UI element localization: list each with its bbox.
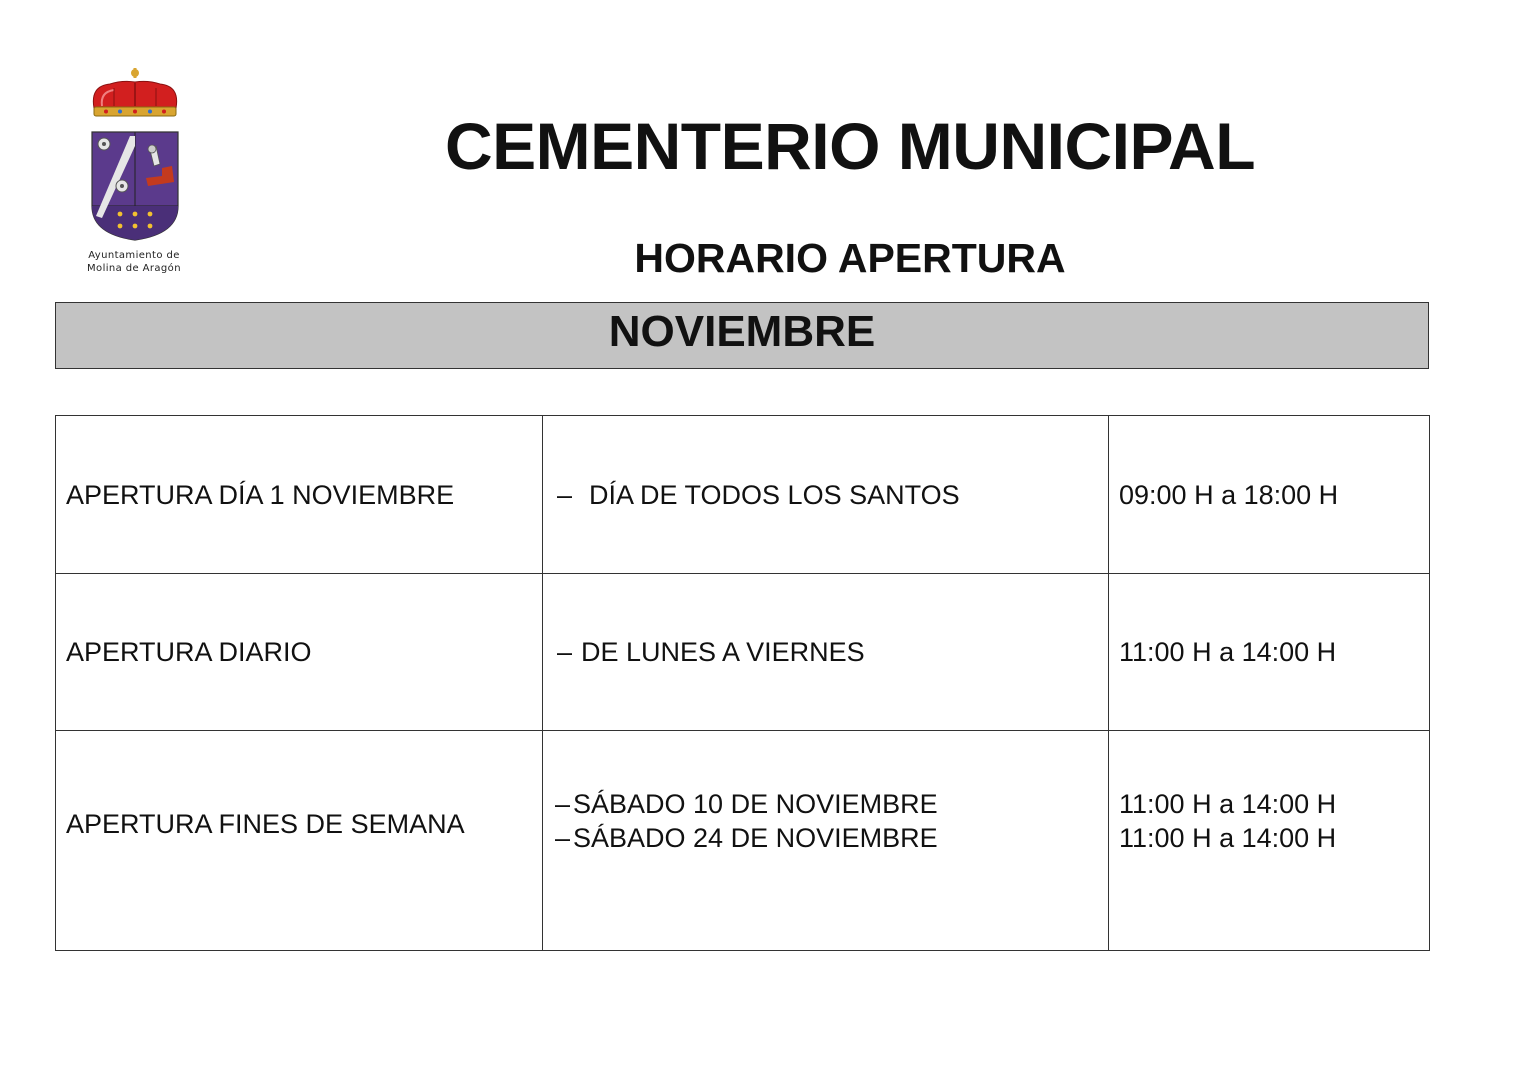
- month-banner: NOVIEMBRE: [55, 302, 1429, 369]
- page-title: CEMENTERIO MUNICIPAL: [444, 109, 1256, 183]
- detail-line: – DE LUNES A VIERNES: [557, 637, 865, 667]
- bullet-dash: –: [557, 637, 573, 667]
- coat-of-arms-icon: [80, 66, 190, 246]
- detail-line: – SÁBADO 24 DE NOVIEMBRE: [555, 822, 938, 853]
- schedule-detail: [543, 416, 1109, 574]
- schedule-label: APERTURA DIARIO: [56, 574, 543, 731]
- schedule-label: APERTURA FINES DE SEMANA: [56, 731, 543, 951]
- logo-caption-line1: Ayuntamiento de: [88, 250, 180, 261]
- detail-line: – SÁBADO 10 DE NOVIEMBRE: [555, 788, 938, 819]
- schedule-time: 11:00 H a 14:00 H 11:00 H a 14:00 H: [1109, 731, 1430, 951]
- schedule-time: 11:00 H a 14:00 H: [1109, 574, 1430, 731]
- bullet-dash: –: [555, 788, 571, 819]
- bullet-dash: –: [557, 479, 573, 510]
- logo-caption: [72, 249, 196, 275]
- schedule-detail: [543, 731, 1109, 951]
- table-row: [56, 574, 1430, 731]
- bullet-dash: –: [555, 822, 571, 853]
- schedule-table: [55, 415, 1430, 951]
- schedule-label: APERTURA DÍA 1 NOVIEMBRE: [56, 416, 543, 574]
- schedule-detail: [543, 574, 1109, 731]
- schedule-time: 09:00 H a 18:00 H: [1109, 416, 1430, 574]
- crown-icon: [93, 68, 176, 116]
- table-row: [56, 416, 1430, 574]
- shield-icon: [92, 132, 178, 240]
- logo-caption-line2: Molina de Aragón: [87, 263, 181, 274]
- table-row: [56, 731, 1430, 951]
- page-subtitle: HORARIO APERTURA: [634, 235, 1066, 281]
- detail-line: – DÍA DE TODOS LOS SANTOS: [557, 479, 960, 510]
